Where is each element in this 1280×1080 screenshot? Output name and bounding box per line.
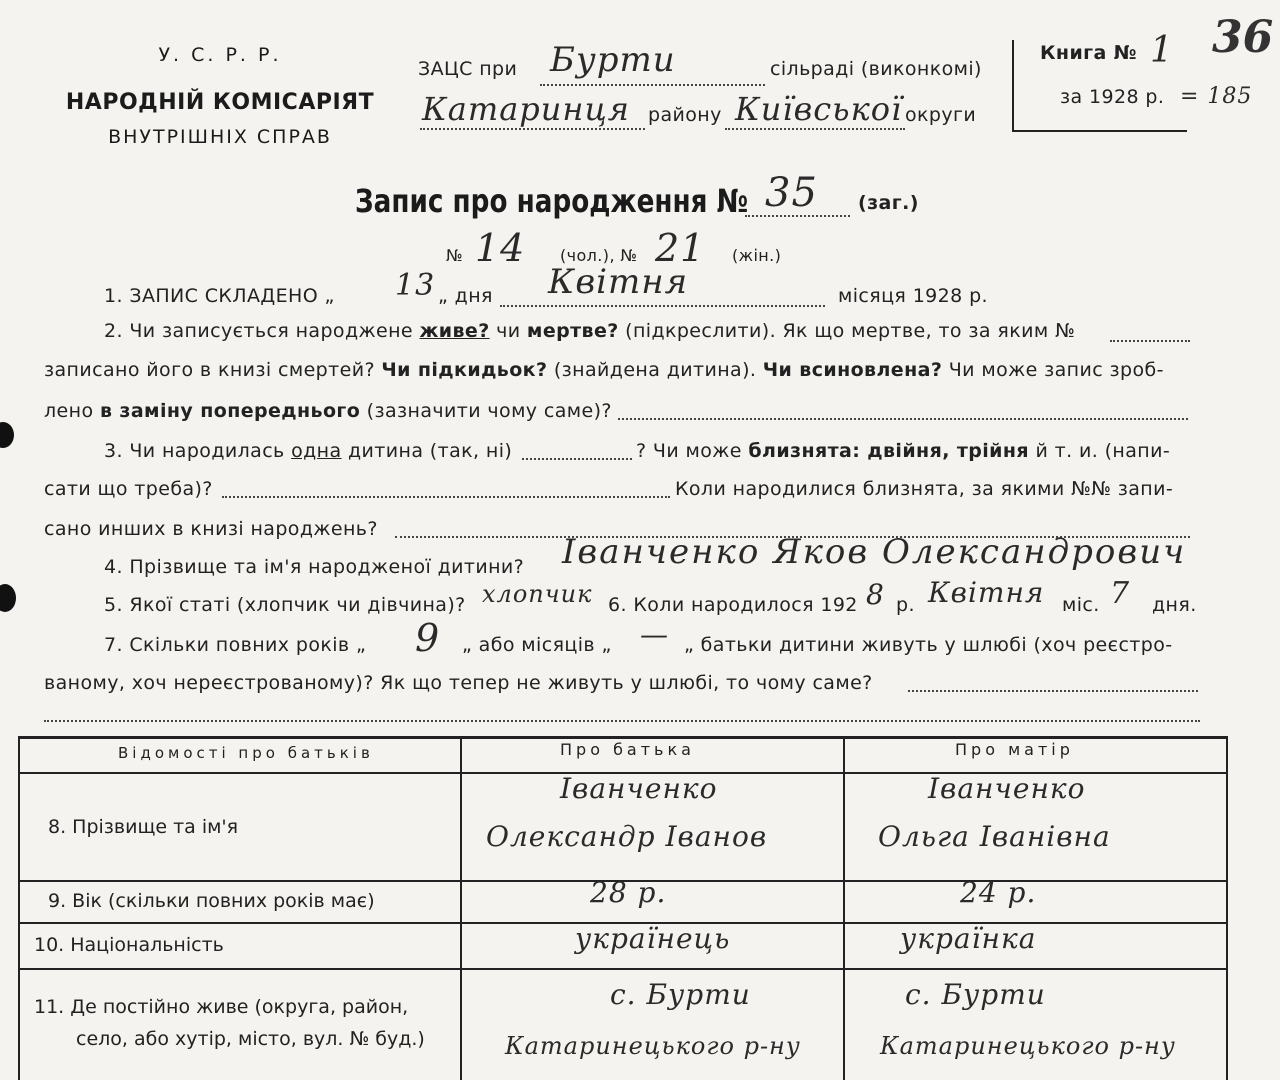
birth-year-suffix: р. bbox=[896, 594, 915, 616]
male-number-handwritten: 14 bbox=[475, 226, 526, 270]
zags-okrug-line bbox=[725, 128, 905, 130]
item3-line2a: сати що треба)? bbox=[44, 478, 213, 500]
zags-village-handwritten: Бурти bbox=[550, 40, 676, 80]
book-year-label: за 1928 р. bbox=[1060, 86, 1165, 108]
item2-adopted: Чи всиновлена? bbox=[762, 359, 943, 381]
item7-line1a: 7. Скільки повних років „ bbox=[104, 634, 367, 656]
row11-label-line2: село, або хутір, місто, вул. № буд.) bbox=[76, 1028, 425, 1050]
item3-text-f: й т. и. (напи- bbox=[1035, 440, 1171, 462]
item2-text-l3c: (зазначити чому саме)? bbox=[366, 400, 612, 422]
item3-line3: сано инших в книзі народжень? bbox=[44, 518, 378, 540]
birth-day-label: дня. bbox=[1152, 594, 1197, 616]
item2-text-a: 2. Чи записується народжене bbox=[104, 320, 414, 342]
item3-text-d: ? Чи може bbox=[636, 440, 742, 462]
father-residence-district-handwritten: Катаринецького р-ну bbox=[505, 1032, 801, 1060]
item7-line2: ваному, хоч нереєстрованому)? Як що тепер не живуть у шлюбі, то чому саме? bbox=[44, 672, 873, 694]
item1-day-handwritten: 13 bbox=[395, 268, 436, 303]
zags-village-label: сільраді (виконкомі) bbox=[770, 58, 982, 80]
book-label: Книга № bbox=[1040, 42, 1137, 64]
item7-line1c: „ батьки дитини живуть у шлюбі (хоч реєстро- bbox=[684, 634, 1173, 656]
item2-line1 bbox=[104, 320, 1075, 342]
table-right-border bbox=[1226, 736, 1228, 1080]
father-residence-village-handwritten: с. Бурти bbox=[610, 978, 751, 1011]
record-number-handwritten: 35 bbox=[765, 170, 818, 216]
item2-text-l2c: (знайдена дитина). bbox=[553, 359, 757, 381]
table-header-mother: Про матір bbox=[955, 740, 1074, 759]
zags-okrug-handwritten: Київської bbox=[735, 90, 903, 128]
item2-line2 bbox=[44, 359, 1164, 381]
table-col-sep-1 bbox=[460, 736, 462, 1080]
row9-label: 9. Вік (скільки повних років має) bbox=[48, 890, 375, 912]
zags-village-line bbox=[540, 84, 765, 86]
item1-day-label: „ дня bbox=[438, 285, 493, 307]
father-age-handwritten: 28 р. bbox=[590, 876, 667, 909]
item2-replacement: в заміну попереднього bbox=[99, 400, 361, 422]
item4-label: 4. Прізвище та ім'я народженої дитини? bbox=[104, 556, 525, 578]
book-box-divider bbox=[1012, 40, 1014, 132]
father-surname-handwritten: Іванченко bbox=[560, 772, 718, 805]
item7-reason-line-1 bbox=[908, 690, 1198, 692]
record-number-line bbox=[745, 215, 850, 217]
department-label: ВНУТРІШНІХ СПРАВ bbox=[108, 126, 332, 148]
item2-text-e: (підкреслити). Як що мертве, то за яким № bbox=[625, 320, 1076, 342]
item5-label: 5. Якої статі (хлопчик чи дівчина)? bbox=[104, 594, 466, 616]
commissariat-label: НАРОДНІЙ КОМІСАРІЯТ bbox=[65, 90, 375, 115]
item3-single-option: одна bbox=[291, 440, 342, 462]
item2-text-l2e: Чи може запис зроб- bbox=[948, 359, 1164, 381]
item2-foundling: Чи підкидьок? bbox=[381, 359, 548, 381]
zags-district-line bbox=[420, 128, 645, 130]
birth-day-handwritten: 7 bbox=[1110, 576, 1131, 611]
item1-month-handwritten: Квітня bbox=[548, 262, 689, 302]
zags-label: ЗАЦС при bbox=[418, 58, 518, 80]
child-sex-handwritten: хлопчик bbox=[482, 580, 593, 608]
zags-okrug-label: округи bbox=[905, 104, 977, 126]
item1-label: 1. ЗАПИС СКЛАДЕНО „ bbox=[104, 285, 335, 307]
item7-reason-line-2 bbox=[44, 720, 1200, 722]
row8-label: 8. Прізвище та ім'я bbox=[48, 816, 239, 838]
item1-month-label: місяця 1928 р. bbox=[838, 285, 988, 307]
republic-label: У. С. Р. Р. bbox=[158, 44, 282, 66]
item2-alive-option: живе? bbox=[419, 320, 490, 342]
mother-age-handwritten: 24 р. bbox=[960, 876, 1037, 909]
page-number-handwritten: 36 bbox=[1212, 12, 1274, 63]
marriage-years-handwritten: 9 bbox=[415, 616, 441, 660]
item7-line1b: „ або місяців „ bbox=[462, 634, 612, 656]
mother-residence-village-handwritten: с. Бурти bbox=[905, 978, 1046, 1011]
book-year-note-handwritten: = 185 bbox=[1180, 84, 1253, 109]
table-left-border bbox=[18, 736, 20, 1080]
item2-text-c: чи bbox=[496, 320, 521, 342]
birth-year-digit-handwritten: 8 bbox=[866, 578, 885, 611]
item2-text-l3a: лено bbox=[44, 400, 94, 422]
item3-text-a: 3. Чи народилась bbox=[104, 440, 285, 462]
table-col-sep-2 bbox=[843, 736, 845, 1080]
female-count-label: (жін.) bbox=[732, 246, 782, 265]
binding-hole-1 bbox=[0, 422, 14, 448]
zags-district-handwritten: Катаринця bbox=[422, 90, 630, 128]
item6-label: 6. Коли народилося 192 bbox=[608, 594, 858, 616]
mother-nationality-handwritten: українка bbox=[900, 922, 1037, 955]
table-top-border bbox=[18, 736, 1228, 739]
table-header-info: Відомості про батьків bbox=[118, 744, 374, 762]
mother-given-name-handwritten: Ольга Іванівна bbox=[878, 820, 1111, 853]
mother-surname-handwritten: Іванченко bbox=[928, 772, 1086, 805]
item2-dead-option: мертве? bbox=[526, 320, 619, 342]
item2-line3 bbox=[44, 400, 612, 422]
father-nationality-handwritten: українець bbox=[575, 922, 731, 955]
father-given-name-handwritten: Олександр Іванов bbox=[486, 820, 768, 853]
table-row-sep-3 bbox=[18, 968, 1228, 970]
table-header-father: Про батька bbox=[560, 740, 695, 759]
birth-month-handwritten: Квітня bbox=[928, 576, 1045, 609]
item3-line1b bbox=[636, 440, 1170, 462]
item3-line2b: Коли народилися близнята, за якими №№ запи- bbox=[675, 478, 1174, 500]
item3-text-c: дитина (так, ні) bbox=[348, 440, 513, 462]
item3-twins-line bbox=[222, 496, 670, 498]
row11-label-line1: 11. Де постійно живе (округа, район, bbox=[34, 996, 409, 1018]
book-box-underline bbox=[1012, 130, 1187, 132]
male-number-label: № bbox=[446, 246, 464, 265]
item2-death-number-line bbox=[1110, 340, 1190, 342]
item2-text-l2a: записано його в книзі смертей? bbox=[44, 359, 375, 381]
item3-single-line bbox=[522, 458, 632, 460]
record-title-suffix: (заг.) bbox=[858, 192, 919, 214]
male-count-label: (чол.), № bbox=[560, 246, 638, 265]
birth-month-label: міс. bbox=[1062, 594, 1100, 616]
item3-line1 bbox=[104, 440, 512, 462]
zags-district-label: району bbox=[648, 104, 722, 126]
item3-twins: близнята: двійня, трійня bbox=[748, 440, 1029, 462]
child-name-handwritten: Іванченко Яков Олександрович bbox=[562, 532, 1187, 572]
issuer-block bbox=[60, 40, 380, 160]
female-number-handwritten: 21 bbox=[655, 226, 706, 270]
record-title: Запис про народження № bbox=[355, 182, 749, 220]
row10-label: 10. Національність bbox=[34, 934, 224, 956]
item2-replacement-line bbox=[618, 418, 1188, 420]
book-number-handwritten: 1 bbox=[1150, 30, 1174, 71]
binding-hole-2 bbox=[0, 584, 16, 612]
item1-month-line bbox=[500, 305, 825, 307]
marriage-months-handwritten: — bbox=[640, 618, 669, 651]
mother-residence-district-handwritten: Катаринецького р-ну bbox=[880, 1032, 1176, 1060]
